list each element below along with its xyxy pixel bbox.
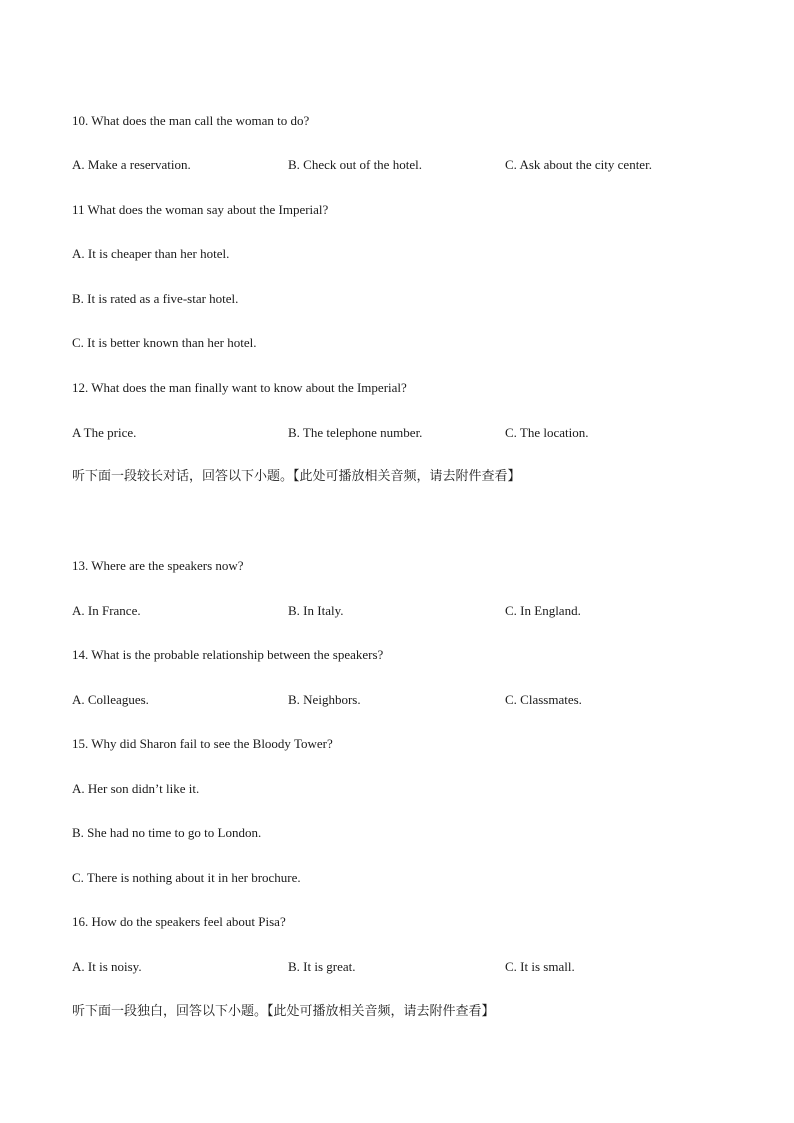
listening-instruction-2: 听下面一段独白，回答以下小题。【此处可播放相关音频，请去附件查看】 <box>72 1004 495 1019</box>
question-15-stem: 15. Why did Sharon fail to see the Bloody Tower? <box>72 736 333 751</box>
listening-instruction-1: 听下面一段较长对话，回答以下小题。【此处可播放相关音频，请去附件查看】 <box>72 469 521 484</box>
question-10-option-b: B. Check out of the hotel. <box>288 157 422 172</box>
question-13-stem: 13. Where are the speakers now? <box>72 558 244 573</box>
question-13-option-c: C. In England. <box>505 603 581 618</box>
question-12-option-b: B. The telephone number. <box>288 425 423 440</box>
question-16-stem: 16. How do the speakers feel about Pisa? <box>72 914 286 929</box>
question-11-stem: 11 What does the woman say about the Imperial? <box>72 202 329 217</box>
question-14-option-c: C. Classmates. <box>505 692 582 707</box>
question-11-option-c: C. It is better known than her hotel. <box>72 335 257 350</box>
question-14-stem: 14. What is the probable relationship between the speakers? <box>72 647 384 662</box>
question-12-stem: 12. What does the man finally want to know about the Imperial? <box>72 380 407 395</box>
question-10-option-a: A. Make a reservation. <box>72 157 191 172</box>
question-15-option-b: B. She had no time to go to London. <box>72 825 262 840</box>
question-13-option-a: A. In France. <box>72 603 141 618</box>
question-16-option-a: A. It is noisy. <box>72 959 142 974</box>
question-15-option-c: C. There is nothing about it in her brochure. <box>72 870 301 885</box>
question-11-option-a: A. It is cheaper than her hotel. <box>72 246 230 261</box>
question-12-option-a: A The price. <box>72 425 137 440</box>
question-12-option-c: C. The location. <box>505 425 589 440</box>
question-14-option-a: A. Colleagues. <box>72 692 149 707</box>
question-11-option-b: B. It is rated as a five-star hotel. <box>72 291 239 306</box>
question-10-stem: 10. What does the man call the woman to do? <box>72 113 310 128</box>
question-16-option-c: C. It is small. <box>505 959 575 974</box>
question-16-option-b: B. It is great. <box>288 959 356 974</box>
question-13-option-b: B. In Italy. <box>288 603 344 618</box>
question-14-option-b: B. Neighbors. <box>288 692 361 707</box>
question-10-option-c: C. Ask about the city center. <box>505 157 652 172</box>
question-15-option-a: A. Her son didn’t like it. <box>72 781 200 796</box>
